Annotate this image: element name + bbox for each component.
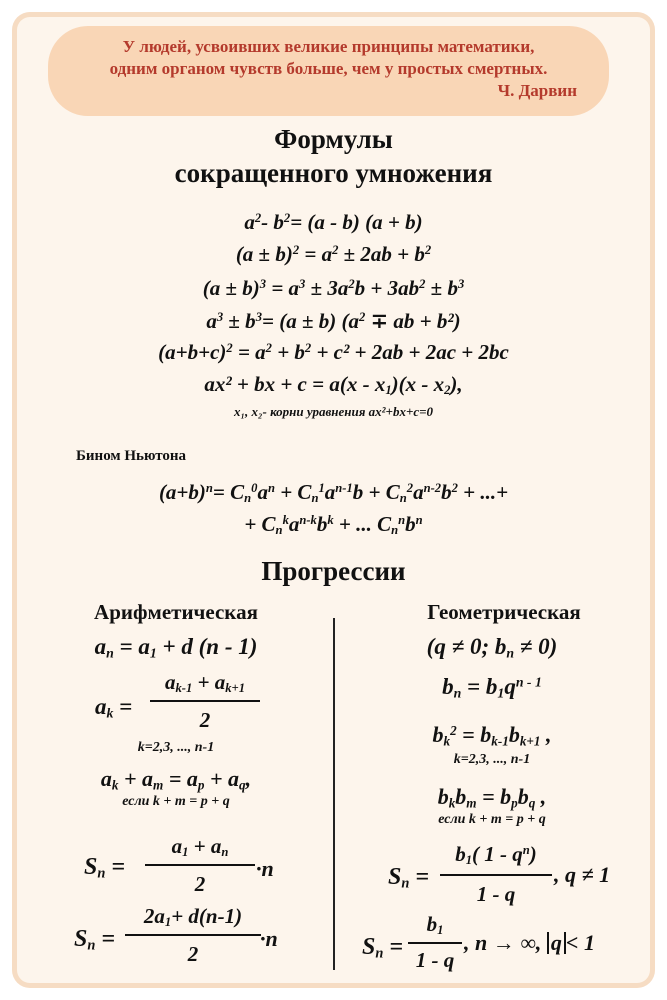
arith-sn2-times-n: ·n xyxy=(260,926,278,951)
section-title-line-1: Формулы xyxy=(274,124,393,154)
arith-k-range: k=2,3, ..., n-1 xyxy=(137,740,215,755)
geom-sinf-denominator: 1 - q xyxy=(415,948,455,972)
arith-sn2-numerator: $2a_1+ d(n-1)$ xyxy=(143,904,243,930)
arith-sn2-lhs: $S_n$ = xyxy=(74,926,116,954)
arith-sn2-fraction-bar xyxy=(125,934,261,936)
arith-ak-numerator: $a_{k-1} + a_{k+1}$ xyxy=(164,670,246,696)
arith-nth-term: $a_n = a_1 + d$ (n - 1) xyxy=(94,634,258,661)
formula-quadratic-factor: ax² + bx + $c = a(x - x_1)(x - x_2)$, xyxy=(204,372,463,398)
arith-sn-times-n: ·n xyxy=(256,856,274,881)
geom-product-indices: $b_kb_m = b_pb_q$ , xyxy=(437,784,547,811)
quote-banner xyxy=(48,26,609,116)
formula-cube-of-sum: $(a \pm b)^3 = a^3 \pm 3a^2b + 3ab^2 \pm b^3$ xyxy=(202,276,465,300)
geom-sn-denominator: 1 - q xyxy=(476,882,516,906)
geom-nth-term: $b_n = b_1q^{n - 1}$ xyxy=(442,674,542,701)
geom-condition-q: (q ≠ 0; $b_n \ne 0$) xyxy=(426,634,558,661)
geom-sinf-fraction-bar xyxy=(408,942,462,944)
arith-ak-denominator: 2 xyxy=(199,708,211,732)
geom-sn-lhs: $S_n$ = xyxy=(388,864,430,892)
geom-k-range: k=2,3, ..., n-1 xyxy=(453,752,531,767)
section-title-line-2: сокращенного умножения xyxy=(174,158,493,188)
progressions-title: Прогрессии xyxy=(261,556,406,586)
geom-condition: если k + m = p + q xyxy=(438,812,546,827)
binom-formula-line-1: $(a+b)^n= C_n^0a^n + C_n^1a^{n-1}b + C_n^2a^{n-2}b^2$ + ...+ xyxy=(158,480,509,506)
arith-condition: если k + m = p + q xyxy=(122,794,230,809)
arith-sn-lhs: $S_n$ = xyxy=(84,854,126,882)
quote-line-2: одним органом чувств больше, чем у простых смертных. xyxy=(109,59,548,78)
column-divider xyxy=(333,618,335,970)
arith-sum-indices: $a_k + a_m = a_p + a_q$, xyxy=(100,766,252,793)
arith-ak-fraction-bar xyxy=(150,700,260,702)
geom-sn-q-condition: , q ≠ 1 xyxy=(554,862,611,887)
geom-sinf-limit: , n → ∞, q < 1 xyxy=(464,930,595,955)
geom-sinf-numerator: $b_1$ xyxy=(426,912,444,938)
arith-sn-fraction-bar xyxy=(145,864,255,866)
arith-heading: Арифметическая xyxy=(94,600,258,624)
geom-sn-numerator: $b_1$( $1 - q^n$) xyxy=(455,842,537,868)
geom-sn-fraction-bar xyxy=(440,874,552,876)
formula-square-of-sum: $(a \pm b)^2 = a^2 \pm 2ab + b^2$ xyxy=(235,242,432,266)
geom-bk-square: $b_k^2 = b_{k-1}b_{k+1}$ , xyxy=(432,722,552,749)
arith-sn2-denominator: 2 xyxy=(187,942,199,966)
binom-label: Бином Ньютона xyxy=(76,448,187,464)
arith-sn-denominator: 2 xyxy=(194,872,206,896)
formula-difference-of-squares: $a^2-$ $b^2= (a - b) (a + b)$ xyxy=(244,210,423,234)
geom-sinf-lhs: $S_n$ = xyxy=(362,934,404,962)
formula-sum-of-cubes: $a^3 \pm b^3= (a \pm b) (a^2$ ∓ ab + b²) xyxy=(206,309,461,333)
formula-trinomial-square: $(a+b+c)^2 = a^2 + b^2 + c^2 + 2ab + 2ac + 2bc$ xyxy=(158,340,509,364)
geom-heading: Геометрическая xyxy=(427,600,581,624)
quote-author: Ч. Дарвин xyxy=(497,81,577,100)
roots-note: x₁, x₂- корни уравнения ax²+bx+c=0 xyxy=(233,404,434,419)
quote-line-1: У людей, усвоивших великие принципы математики, xyxy=(122,37,535,56)
binom-formula-line-2: + $C_n^ka^{n-k}b^k$ + ... $C_n^nb^n$ xyxy=(244,512,423,538)
arith-ak-lhs: $a_k$ = xyxy=(95,694,133,721)
arith-sn-numerator: $a_1 + a_n$ xyxy=(171,834,229,860)
